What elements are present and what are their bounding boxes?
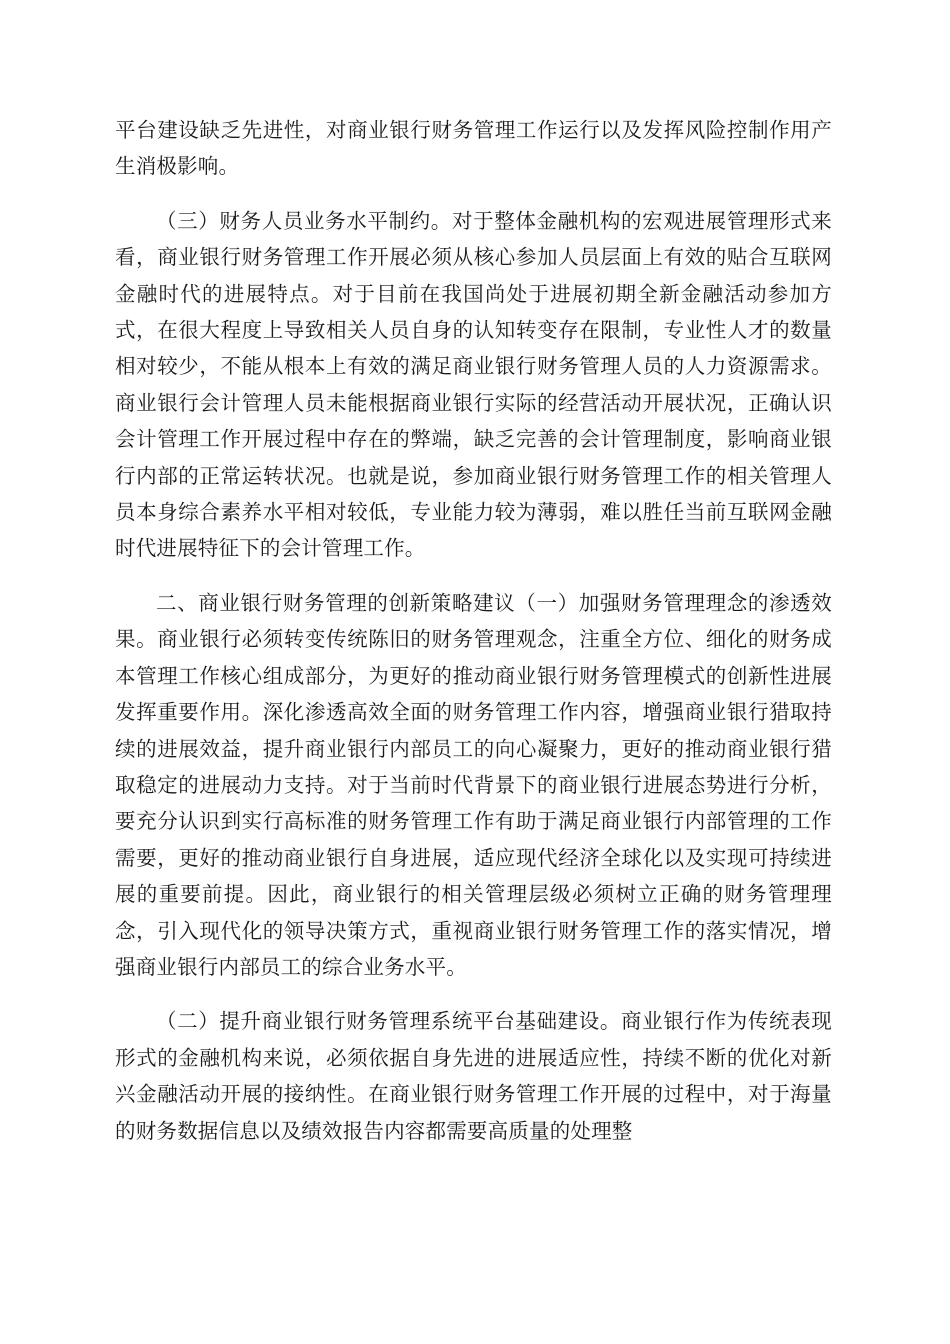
paragraph-section-2-1-management-concept: 二、商业银行财务管理的创新策略建议（一）加强财务管理理念的渗透效果。商业银行必须转变传统陈旧的财务管理观念，注重全方位、细化的财务成本管理工作核心组成部分，为更好的推动商业银行财务管理模式的创新性进展发挥重要作用。深化渗透高效全面的财务管理工作内容，增强商业银行猎取持续的进展效益，提升商业银行内部员工的向心凝聚力，更好的推动商业银行猎取稳定的进展动力支持。对于当前时代背景下的商业银行进展态势进行分析，要充分认识到实行高标准的财务管理工作有助于满足商业银行内部管理的工作需要，更好的推动商业银行自身进展，适应现代经济全球化以及实现可持续进展的重要前提。因此，商业银行的相关管理层级必须树立正确的财务管理理念，引入现代化的领导决策方式，重视商业银行财务管理工作的落实情况，增强商业银行内部员工的综合业务水平。 [115, 590, 832, 979]
document-body [115, 112, 832, 1149]
paragraph-section-2-2-system-platform: （二）提升商业银行财务管理系统平台基础建设。商业银行作为传统表现形式的金融机构来说，必须依据自身先进的进展适应性，持续不断的优化对新兴金融活动开展的接纳性。在商业银行财务管理工作开展的过程中，对于海量的财务数据信息以及绩效报告内容都需要高质量的处理整 [115, 1009, 832, 1143]
paragraph-continuation: 平台建设缺乏先进性，对商业银行财务管理工作运行以及发挥风险控制作用产生消极影响。 [115, 118, 832, 179]
paragraph-section-3-staff-level: （三）财务人员业务水平制约。对于整体金融机构的宏观进展管理形式来看，商业银行财务管理工作开展必须从核心参加人员层面上有效的贴合互联网金融时代的进展特点。对于目前在我国尚处于进展初期全新金融活动参加方式，在很大程度上导致相关人员自身的认知转变存在限制，专业性人才的数量相对较少，不能从根本上有效的满足商业银行财务管理人员的人力资源需求。商业银行会计管理人员未能根据商业银行实际的经营活动开展状况，正确认识会计管理工作开展过程中存在的弊端，缺乏完善的会计管理制度，影响商业银行内部的正常运转状况。也就是说，参加商业银行财务管理工作的相关管理人员本身综合素养水平相对较低，专业能力较为薄弱，难以胜任当前互联网金融时代进展特征下的会计管理工作。 [115, 208, 832, 561]
